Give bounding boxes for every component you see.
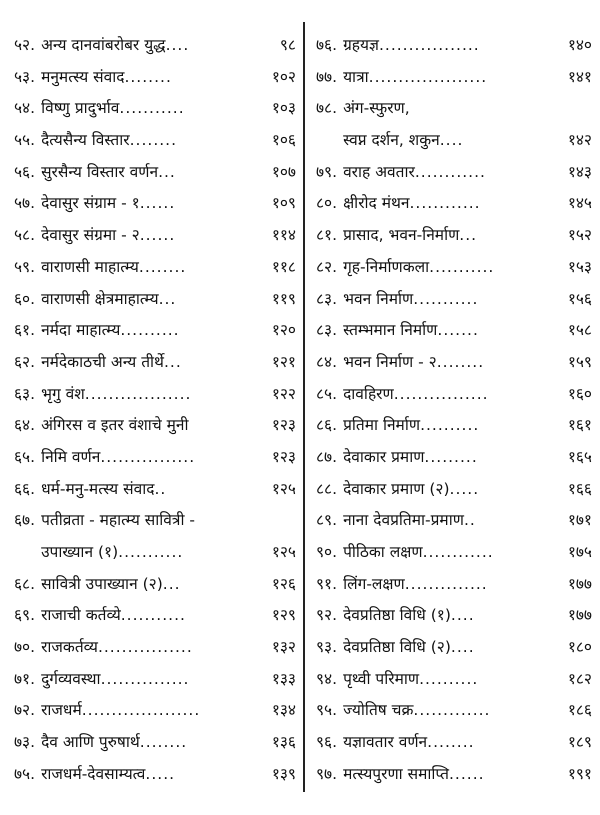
entry-title: विष्णु प्रादुर्भाव: [41, 99, 120, 118]
entry-number: ८२.: [316, 257, 338, 276]
entry-number: ८७.: [316, 447, 338, 466]
entry-leader: ...........: [429, 257, 495, 276]
entry-page-number: १४३: [567, 162, 592, 181]
toc-entry: [316, 474, 592, 506]
entry-page-number: १३६: [271, 733, 296, 752]
entry-title: यात्रा: [343, 67, 369, 86]
toc-entry: [14, 442, 296, 474]
entry-leader: ...............: [100, 669, 190, 688]
toc-entry: [14, 125, 296, 157]
entry-title: वराह अवतार: [343, 162, 415, 181]
entry-page-number: १५३: [567, 257, 592, 276]
toc-entry: [316, 157, 592, 189]
entry-number: ८८.: [316, 479, 338, 498]
entry-title: सुरसैन्य विस्तार वर्णन: [41, 162, 159, 181]
entry-number: ६०.: [14, 289, 36, 308]
toc-entry: [14, 759, 296, 791]
toc-entry: [316, 188, 592, 220]
entry-leader: ..: [154, 479, 167, 498]
entry-title: राजधर्म: [41, 701, 82, 720]
contents-left-column: [14, 30, 296, 791]
toc-entry: [316, 632, 592, 664]
entry-leader: ...: [158, 289, 177, 308]
toc-entry: [14, 93, 296, 125]
entry-page-number: १४५: [567, 194, 592, 213]
entry-leader: ......: [139, 194, 176, 213]
entry-page-number: १६६: [567, 479, 592, 498]
entry-number: ९७.: [316, 764, 338, 783]
column-divider: [303, 22, 305, 792]
entry-title: भवन निर्माण - २: [343, 352, 437, 371]
entry-number: ७८.: [316, 99, 338, 118]
entry-number: ७६.: [316, 36, 338, 54]
entry-number: ५८.: [14, 226, 36, 245]
entry-title: पीठिका लक्षण: [343, 543, 423, 561]
entry-page-number: ११४: [271, 226, 296, 245]
entry-page-number: १४०: [567, 36, 592, 54]
entry-number: ६४.: [14, 416, 36, 435]
entry-number: ५९.: [14, 257, 36, 276]
entry-leader: ....: [450, 606, 475, 625]
toc-entry: [14, 569, 296, 601]
entry-title: नर्मदेकाठची अन्य तीर्थे: [41, 352, 164, 371]
entry-leader: .....: [145, 764, 176, 783]
entry-leader: ....................: [81, 701, 201, 720]
entry-page-number: १२९: [271, 606, 296, 625]
entry-leader: ..................: [84, 384, 192, 403]
toc-entry: [316, 379, 592, 411]
entry-leader: ....: [439, 131, 464, 150]
toc-entry: [14, 157, 296, 189]
entry-leader: ..............: [404, 574, 488, 593]
entry-leader: ................: [100, 447, 196, 466]
entry-page-number: ९८: [279, 36, 296, 54]
toc-entry: [14, 220, 296, 252]
entry-page-number: १२५: [271, 479, 296, 498]
toc-entry: [316, 410, 592, 442]
toc-entry: [316, 442, 592, 474]
entry-leader: ........: [129, 131, 178, 150]
entry-title: सावित्री उपाख्यान (२): [41, 574, 163, 593]
entry-page-number: १७७: [567, 574, 592, 593]
entry-number: ७९.: [316, 162, 338, 181]
entry-page-number: १३४: [271, 701, 296, 720]
entry-title: पृथ्वी परिमाण: [343, 669, 420, 688]
toc-entry: [14, 379, 296, 411]
entry-number: ७०.: [14, 638, 36, 657]
toc-entry: [316, 505, 592, 537]
entry-page-number: १०२: [271, 67, 296, 86]
entry-title: दैत्यसैन्य विस्तार: [41, 131, 130, 150]
entry-page-number: १२३: [271, 447, 296, 466]
entry-title: देवासुर संग्रमा - २: [41, 226, 140, 245]
entry-page-number: १४२: [567, 131, 592, 150]
entry-title: निमि वर्णन: [41, 447, 101, 466]
entry-title: ग्रहयज्ञ: [343, 36, 379, 54]
entry-page-number: १३२: [271, 638, 296, 657]
entry-title: दुर्गव्यवस्था: [41, 669, 101, 688]
entry-page-number: १०७: [271, 162, 296, 181]
toc-entry: [14, 410, 296, 442]
contents-right-column: [316, 30, 592, 791]
entry-page-number: १०६: [271, 131, 296, 150]
entry-leader: ...........: [413, 289, 479, 308]
entry-title: मनुमत्स्य संवाद: [41, 67, 125, 86]
entry-number: ७३.: [14, 733, 36, 752]
entry-number: ७२.: [14, 701, 36, 720]
entry-leader: ...........: [120, 606, 186, 625]
entry-number: ९६.: [316, 733, 338, 752]
entry-leader: ........: [427, 733, 475, 752]
entry-page-number: १७७: [567, 606, 592, 625]
entry-number: ६५.: [14, 447, 36, 466]
entry-page-number: १८६: [567, 701, 592, 720]
toc-entry: [316, 252, 592, 284]
entry-page-number: ११९: [271, 289, 296, 308]
toc-entry: [316, 284, 592, 316]
entry-leader: ...: [459, 226, 478, 245]
entry-number: ५३.: [14, 67, 36, 86]
entry-page-number: १९१: [567, 764, 592, 783]
toc-entry: [316, 347, 592, 379]
entry-page-number: १२५: [271, 543, 296, 561]
entry-title: नर्मदा माहात्म्य: [41, 321, 121, 340]
entry-title: क्षीरोद मंथन: [343, 194, 410, 213]
entry-leader: ........: [436, 352, 485, 371]
entry-number: ९३.: [316, 638, 338, 657]
entry-leader: ....: [165, 36, 190, 54]
entry-title: पतीव्रता - महात्म्य सावित्री -: [41, 511, 195, 530]
entry-title: देवाकार प्रमाण: [343, 447, 425, 466]
toc-entry: [316, 315, 592, 347]
toc-entry: [14, 347, 296, 379]
toc-entry: [316, 759, 592, 791]
entry-title: वाराणसी माहात्म्य: [41, 257, 139, 276]
entry-page-number: १८२: [567, 669, 592, 688]
entry-page-number: १८९: [567, 733, 592, 752]
entry-number: ६२.: [14, 352, 36, 371]
toc-entry: [316, 62, 592, 94]
entry-number: ७५.: [14, 764, 36, 783]
entry-leader: ................: [393, 384, 489, 403]
entry-title: राजधर्म-देवसाम्यत्व: [41, 764, 146, 783]
entry-number: ६७.: [14, 511, 36, 530]
entry-page-number: १२२: [271, 384, 296, 403]
entry-number: ७७.: [316, 67, 338, 86]
entry-page-number: १७५: [567, 543, 592, 561]
toc-entry: [316, 93, 592, 125]
toc-entry: [316, 695, 592, 727]
entry-leader: ..........: [419, 669, 479, 688]
entry-title: राजकर्तव्य: [41, 638, 98, 657]
entry-title: गृह-निर्माणकला: [343, 257, 430, 276]
entry-page-number: १०९: [271, 194, 296, 213]
entry-title: अंग-स्फुरण,: [343, 99, 410, 118]
entry-page-number: ११८: [271, 257, 296, 276]
entry-title: ज्योतिष चक्र: [343, 701, 414, 720]
entry-page-number: १२३: [271, 416, 296, 435]
entry-title: मत्स्यपुरणा समाप्ति: [343, 764, 449, 783]
entry-leader: ............: [414, 162, 486, 181]
toc-entry: [316, 537, 592, 569]
entry-page-number: १२०: [271, 321, 296, 340]
entry-number: ६६.: [14, 479, 36, 498]
toc-entry: [316, 664, 592, 696]
entry-leader: ................: [97, 638, 193, 657]
entry-title: दावहिरण: [343, 384, 394, 403]
entry-leader: .............: [413, 701, 491, 720]
entry-title: भवन निर्माण: [343, 289, 414, 308]
entry-number: ८१.: [316, 226, 338, 245]
toc-entry: [316, 220, 592, 252]
entry-page-number: १३९: [271, 764, 296, 783]
entry-page-number: १७१: [567, 511, 592, 530]
entry-leader: ......: [139, 226, 176, 245]
entry-title: स्तम्भमान निर्माण: [343, 321, 438, 340]
entry-number: ९५.: [316, 701, 338, 720]
entry-leader: ....................: [368, 67, 488, 86]
entry-title: देवासुर संग्राम - १: [41, 194, 140, 213]
entry-leader: .....: [449, 479, 480, 498]
entry-title: प्रतिमा निर्माण: [343, 416, 421, 435]
entry-number: ८३.: [316, 321, 338, 340]
entry-leader: ............: [422, 543, 494, 561]
entry-leader: ...: [162, 574, 181, 593]
entry-number: ९०.: [316, 543, 338, 561]
entry-title: धर्म-मनु-मत्स्य संवाद: [41, 479, 155, 498]
toc-entry: [14, 315, 296, 347]
entry-page-number: १८०: [567, 638, 592, 657]
toc-entry: [14, 252, 296, 284]
entry-leader: ............: [409, 194, 481, 213]
toc-entry: [14, 30, 296, 62]
entry-page-number: १६५: [567, 447, 592, 466]
entry-leader: .......: [437, 321, 479, 340]
toc-entry: [316, 125, 592, 157]
toc-entry: [14, 62, 296, 94]
entry-title: वाराणसी क्षेत्रमाहात्म्य: [41, 289, 159, 308]
entry-number: ६९.: [14, 606, 36, 625]
entry-number: ५६.: [14, 162, 36, 181]
entry-number: ८६.: [316, 416, 338, 435]
entry-number: ५५.: [14, 131, 36, 150]
toc-entry: [14, 505, 296, 537]
entry-title: अंगिरस व इतर वंशाचे मुनी: [41, 416, 189, 435]
entry-number: ६८.: [14, 574, 36, 593]
entry-leader: ......: [449, 764, 485, 783]
entry-number: ९२.: [316, 606, 338, 625]
entry-leader: ...........: [118, 543, 184, 561]
entry-number: ९४.: [316, 669, 338, 688]
toc-entry: [316, 727, 592, 759]
entry-leader: ...........: [119, 99, 185, 118]
toc-entry: [316, 569, 592, 601]
entry-leader: ..: [463, 511, 476, 530]
entry-number: ६१.: [14, 321, 36, 340]
toc-entry: [14, 474, 296, 506]
entry-number: ५७.: [14, 194, 36, 213]
entry-title: स्वप्न दर्शन, शकुन: [343, 131, 440, 150]
entry-leader: ..........: [120, 321, 180, 340]
entry-leader: ...: [158, 162, 176, 181]
entry-title: प्रासाद, भवन-निर्माण: [343, 226, 460, 245]
entry-number: ८३.: [316, 289, 338, 308]
entry-page-number: १२१: [271, 352, 296, 371]
entry-page-number: १५६: [567, 289, 592, 308]
entry-leader: ........: [124, 67, 172, 86]
entry-number: ८९.: [316, 511, 338, 530]
toc-entry: [14, 632, 296, 664]
entry-title: उपाख्यान (१): [41, 543, 119, 561]
toc-entry: [14, 284, 296, 316]
entry-leader: ....: [450, 638, 475, 657]
entry-title: दैव आणि पुरुषार्थ: [41, 733, 140, 752]
toc-entry: [316, 30, 592, 62]
entry-page-number: १५२: [567, 226, 592, 245]
entry-leader: ........: [138, 257, 187, 276]
toc-entry: [14, 188, 296, 220]
entry-title: देवप्रतिष्ठा विधि (२): [343, 638, 451, 657]
entry-leader: ..........: [420, 416, 480, 435]
entry-page-number: १३३: [271, 669, 296, 688]
entry-title: राजाची कर्तव्ये: [41, 606, 121, 625]
entry-page-number: १५८: [567, 321, 592, 340]
toc-entry: [316, 600, 592, 632]
entry-page-number: १०३: [271, 99, 296, 118]
toc-entry: [14, 664, 296, 696]
toc-entry: [14, 537, 296, 569]
entry-page-number: १४१: [567, 67, 592, 86]
toc-entry: [14, 600, 296, 632]
entry-leader: ........: [139, 733, 188, 752]
entry-title: देवप्रतिष्ठा विधि (१): [343, 606, 451, 625]
entry-number: ८०.: [316, 194, 338, 213]
entry-leader: .........: [424, 447, 478, 466]
entry-leader: .................: [378, 36, 480, 54]
entry-number: ७१.: [14, 669, 36, 688]
entry-page-number: १६०: [567, 384, 592, 403]
entry-page-number: १५९: [567, 352, 592, 371]
entry-title: लिंग-लक्षण: [343, 574, 405, 593]
entry-number: ८५.: [316, 384, 338, 403]
entry-page-number: १२६: [271, 574, 296, 593]
entry-number: ५४.: [14, 99, 36, 118]
entry-title: नाना देवप्रतिमा-प्रमाण: [343, 511, 464, 530]
entry-number: ८४.: [316, 352, 338, 371]
toc-entry: [14, 727, 296, 759]
entry-leader: ...: [163, 352, 182, 371]
entry-number: ५२.: [14, 36, 36, 54]
entry-title: यज्ञावतार वर्णन: [343, 733, 428, 752]
entry-title: अन्य दानवांबरोबर युद्ध: [41, 36, 166, 54]
entry-number: ९१.: [316, 574, 338, 593]
entry-title: देवाकार प्रमाण (२): [343, 479, 450, 498]
entry-title: भृगु वंश: [41, 384, 85, 403]
toc-entry: [14, 695, 296, 727]
entry-page-number: १६१: [567, 416, 592, 435]
entry-number: ६३.: [14, 384, 36, 403]
